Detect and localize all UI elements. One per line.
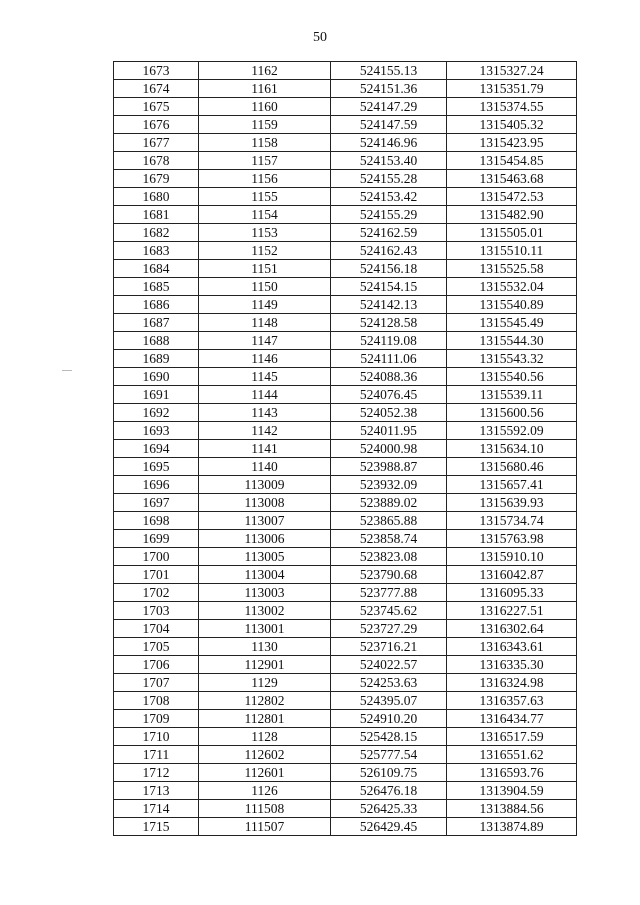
boundary-point-cell: 113007 <box>199 512 331 530</box>
y-coordinate-cell: 1315910.10 <box>447 548 577 566</box>
x-coordinate-cell: 523716.21 <box>331 638 447 656</box>
table-row <box>114 566 577 584</box>
boundary-point-cell: 1142 <box>199 422 331 440</box>
x-coordinate-cell: 524162.43 <box>331 242 447 260</box>
y-coordinate-cell: 1315525.58 <box>447 260 577 278</box>
boundary-point-cell: 112802 <box>199 692 331 710</box>
point-number-cell: 1681 <box>114 206 199 224</box>
table-row <box>114 62 577 80</box>
table-row <box>114 170 577 188</box>
table-row <box>114 728 577 746</box>
table-row <box>114 782 577 800</box>
y-coordinate-cell: 1316551.62 <box>447 746 577 764</box>
x-coordinate-cell: 524153.40 <box>331 152 447 170</box>
point-number-cell: 1702 <box>114 584 199 602</box>
y-coordinate-cell: 1315405.32 <box>447 116 577 134</box>
boundary-point-cell: 1146 <box>199 350 331 368</box>
x-coordinate-cell: 523790.68 <box>331 566 447 584</box>
x-coordinate-cell: 523932.09 <box>331 476 447 494</box>
y-coordinate-cell: 1315657.41 <box>447 476 577 494</box>
table-row <box>114 800 577 818</box>
y-coordinate-cell: 1316095.33 <box>447 584 577 602</box>
point-number-cell: 1679 <box>114 170 199 188</box>
boundary-point-cell: 113006 <box>199 530 331 548</box>
y-coordinate-cell: 1316227.51 <box>447 602 577 620</box>
boundary-point-cell: 112601 <box>199 764 331 782</box>
y-coordinate-cell: 1316324.98 <box>447 674 577 692</box>
table-row <box>114 242 577 260</box>
point-number-cell: 1673 <box>114 62 199 80</box>
boundary-point-cell: 1128 <box>199 728 331 746</box>
boundary-point-cell: 1126 <box>199 782 331 800</box>
y-coordinate-cell: 1315634.10 <box>447 440 577 458</box>
boundary-point-cell: 1161 <box>199 80 331 98</box>
boundary-point-cell: 1145 <box>199 368 331 386</box>
boundary-point-cell: 1143 <box>199 404 331 422</box>
point-number-cell: 1691 <box>114 386 199 404</box>
x-coordinate-cell: 524155.13 <box>331 62 447 80</box>
point-number-cell: 1682 <box>114 224 199 242</box>
y-coordinate-cell: 1316517.59 <box>447 728 577 746</box>
point-number-cell: 1684 <box>114 260 199 278</box>
x-coordinate-cell: 524153.42 <box>331 188 447 206</box>
boundary-point-cell: 1130 <box>199 638 331 656</box>
boundary-point-cell: 113009 <box>199 476 331 494</box>
point-number-cell: 1686 <box>114 296 199 314</box>
point-number-cell: 1693 <box>114 422 199 440</box>
x-coordinate-cell: 524022.57 <box>331 656 447 674</box>
x-coordinate-cell: 523858.74 <box>331 530 447 548</box>
point-number-cell: 1710 <box>114 728 199 746</box>
y-coordinate-cell: 1315539.11 <box>447 386 577 404</box>
point-number-cell: 1675 <box>114 98 199 116</box>
y-coordinate-cell: 1315351.79 <box>447 80 577 98</box>
y-coordinate-cell: 1315545.49 <box>447 314 577 332</box>
boundary-point-cell: 1147 <box>199 332 331 350</box>
x-coordinate-cell: 524253.63 <box>331 674 447 692</box>
point-number-cell: 1709 <box>114 710 199 728</box>
table-row <box>114 548 577 566</box>
point-number-cell: 1711 <box>114 746 199 764</box>
table-row <box>114 710 577 728</box>
point-number-cell: 1713 <box>114 782 199 800</box>
table-row <box>114 314 577 332</box>
boundary-point-cell: 112901 <box>199 656 331 674</box>
y-coordinate-cell: 1316357.63 <box>447 692 577 710</box>
point-number-cell: 1674 <box>114 80 199 98</box>
point-number-cell: 1714 <box>114 800 199 818</box>
y-coordinate-cell: 1315374.55 <box>447 98 577 116</box>
x-coordinate-cell: 524910.20 <box>331 710 447 728</box>
table-row <box>114 692 577 710</box>
x-coordinate-cell: 523727.29 <box>331 620 447 638</box>
table-row <box>114 116 577 134</box>
x-coordinate-cell: 523865.88 <box>331 512 447 530</box>
table-row <box>114 206 577 224</box>
point-number-cell: 1696 <box>114 476 199 494</box>
table-row <box>114 602 577 620</box>
boundary-point-cell: 113002 <box>199 602 331 620</box>
table-row <box>114 332 577 350</box>
x-coordinate-cell: 524146.96 <box>331 134 447 152</box>
point-number-cell: 1700 <box>114 548 199 566</box>
boundary-point-cell: 113005 <box>199 548 331 566</box>
y-coordinate-cell: 1315482.90 <box>447 206 577 224</box>
point-number-cell: 1692 <box>114 404 199 422</box>
y-coordinate-cell: 1315763.98 <box>447 530 577 548</box>
table-row <box>114 440 577 458</box>
table-row <box>114 224 577 242</box>
table-row <box>114 404 577 422</box>
y-coordinate-cell: 1316042.87 <box>447 566 577 584</box>
x-coordinate-cell: 524162.59 <box>331 224 447 242</box>
table-row <box>114 818 577 836</box>
table-row <box>114 260 577 278</box>
point-number-cell: 1712 <box>114 764 199 782</box>
x-coordinate-cell: 524119.08 <box>331 332 447 350</box>
x-coordinate-cell: 524000.98 <box>331 440 447 458</box>
point-number-cell: 1687 <box>114 314 199 332</box>
y-coordinate-cell: 1315540.89 <box>447 296 577 314</box>
boundary-point-cell: 1151 <box>199 260 331 278</box>
point-number-cell: 1695 <box>114 458 199 476</box>
boundary-point-cell: 1150 <box>199 278 331 296</box>
table-row <box>114 476 577 494</box>
point-number-cell: 1676 <box>114 116 199 134</box>
point-number-cell: 1697 <box>114 494 199 512</box>
y-coordinate-cell: 1313874.89 <box>447 818 577 836</box>
y-coordinate-cell: 1315600.56 <box>447 404 577 422</box>
y-coordinate-cell: 1315734.74 <box>447 512 577 530</box>
y-coordinate-cell: 1315454.85 <box>447 152 577 170</box>
x-coordinate-cell: 524154.15 <box>331 278 447 296</box>
point-number-cell: 1703 <box>114 602 199 620</box>
table-row <box>114 368 577 386</box>
x-coordinate-cell: 524076.45 <box>331 386 447 404</box>
boundary-point-cell: 1144 <box>199 386 331 404</box>
y-coordinate-cell: 1316302.64 <box>447 620 577 638</box>
boundary-point-cell: 1148 <box>199 314 331 332</box>
y-coordinate-cell: 1316343.61 <box>447 638 577 656</box>
x-coordinate-cell: 523777.88 <box>331 584 447 602</box>
page-number: 50 <box>313 30 327 45</box>
boundary-point-cell: 1129 <box>199 674 331 692</box>
point-number-cell: 1706 <box>114 656 199 674</box>
y-coordinate-cell: 1315543.32 <box>447 350 577 368</box>
boundary-point-cell: 1157 <box>199 152 331 170</box>
point-number-cell: 1698 <box>114 512 199 530</box>
x-coordinate-cell: 524147.29 <box>331 98 447 116</box>
x-coordinate-cell: 524155.28 <box>331 170 447 188</box>
boundary-point-cell: 1154 <box>199 206 331 224</box>
table-row <box>114 80 577 98</box>
y-coordinate-cell: 1315639.93 <box>447 494 577 512</box>
point-number-cell: 1685 <box>114 278 199 296</box>
point-number-cell: 1707 <box>114 674 199 692</box>
boundary-point-cell: 1152 <box>199 242 331 260</box>
table-row <box>114 674 577 692</box>
x-coordinate-cell: 523889.02 <box>331 494 447 512</box>
table-row <box>114 278 577 296</box>
point-number-cell: 1689 <box>114 350 199 368</box>
table-row <box>114 584 577 602</box>
x-coordinate-cell: 524052.38 <box>331 404 447 422</box>
boundary-point-cell: 1158 <box>199 134 331 152</box>
table-row <box>114 638 577 656</box>
x-coordinate-cell: 524156.18 <box>331 260 447 278</box>
x-coordinate-cell: 526476.18 <box>331 782 447 800</box>
y-coordinate-cell: 1316434.77 <box>447 710 577 728</box>
y-coordinate-cell: 1315510.11 <box>447 242 577 260</box>
table-body <box>114 62 577 836</box>
point-number-cell: 1708 <box>114 692 199 710</box>
y-coordinate-cell: 1316335.30 <box>447 656 577 674</box>
x-coordinate-cell: 523823.08 <box>331 548 447 566</box>
point-number-cell: 1690 <box>114 368 199 386</box>
x-coordinate-cell: 523988.87 <box>331 458 447 476</box>
point-number-cell: 1694 <box>114 440 199 458</box>
y-coordinate-cell: 1315540.56 <box>447 368 577 386</box>
y-coordinate-cell: 1316593.76 <box>447 764 577 782</box>
table-row <box>114 296 577 314</box>
table-row <box>114 458 577 476</box>
boundary-point-cell: 1162 <box>199 62 331 80</box>
x-coordinate-cell: 524147.59 <box>331 116 447 134</box>
x-coordinate-cell: 526109.75 <box>331 764 447 782</box>
boundary-point-cell: 112801 <box>199 710 331 728</box>
y-coordinate-cell: 1313884.56 <box>447 800 577 818</box>
x-coordinate-cell: 524111.06 <box>331 350 447 368</box>
boundary-point-cell: 1156 <box>199 170 331 188</box>
table-row <box>114 422 577 440</box>
y-coordinate-cell: 1315505.01 <box>447 224 577 242</box>
boundary-point-cell: 111507 <box>199 818 331 836</box>
point-number-cell: 1705 <box>114 638 199 656</box>
boundary-point-cell: 113001 <box>199 620 331 638</box>
point-number-cell: 1677 <box>114 134 199 152</box>
point-number-cell: 1701 <box>114 566 199 584</box>
boundary-point-cell: 1149 <box>199 296 331 314</box>
x-coordinate-cell: 525428.15 <box>331 728 447 746</box>
y-coordinate-cell: 1315544.30 <box>447 332 577 350</box>
table-row <box>114 152 577 170</box>
table-row <box>114 620 577 638</box>
x-coordinate-cell: 525777.54 <box>331 746 447 764</box>
x-coordinate-cell: 526429.45 <box>331 818 447 836</box>
x-coordinate-cell: 524142.13 <box>331 296 447 314</box>
y-coordinate-cell: 1313904.59 <box>447 782 577 800</box>
table-row <box>114 656 577 674</box>
boundary-point-cell: 1140 <box>199 458 331 476</box>
coordinates-table-container <box>113 61 576 836</box>
y-coordinate-cell: 1315327.24 <box>447 62 577 80</box>
point-number-cell: 1704 <box>114 620 199 638</box>
table-row <box>114 512 577 530</box>
table-row <box>114 494 577 512</box>
y-coordinate-cell: 1315472.53 <box>447 188 577 206</box>
boundary-point-cell: 113003 <box>199 584 331 602</box>
boundary-point-cell: 1153 <box>199 224 331 242</box>
x-coordinate-cell: 526425.33 <box>331 800 447 818</box>
y-coordinate-cell: 1315592.09 <box>447 422 577 440</box>
boundary-point-cell: 113004 <box>199 566 331 584</box>
y-coordinate-cell: 1315680.46 <box>447 458 577 476</box>
y-coordinate-cell: 1315463.68 <box>447 170 577 188</box>
x-coordinate-cell: 524128.58 <box>331 314 447 332</box>
table-row <box>114 134 577 152</box>
table-row <box>114 188 577 206</box>
point-number-cell: 1680 <box>114 188 199 206</box>
x-coordinate-cell: 523745.62 <box>331 602 447 620</box>
boundary-point-cell: 1155 <box>199 188 331 206</box>
table-row <box>114 746 577 764</box>
boundary-point-cell: 113008 <box>199 494 331 512</box>
table-row <box>114 530 577 548</box>
point-number-cell: 1699 <box>114 530 199 548</box>
boundary-point-cell: 1159 <box>199 116 331 134</box>
point-number-cell: 1715 <box>114 818 199 836</box>
y-coordinate-cell: 1315532.04 <box>447 278 577 296</box>
point-number-cell: 1688 <box>114 332 199 350</box>
margin-mark <box>62 370 72 371</box>
table-row <box>114 764 577 782</box>
coordinates-table <box>113 61 577 836</box>
x-coordinate-cell: 524395.07 <box>331 692 447 710</box>
boundary-point-cell: 1141 <box>199 440 331 458</box>
table-row <box>114 386 577 404</box>
boundary-point-cell: 111508 <box>199 800 331 818</box>
x-coordinate-cell: 524088.36 <box>331 368 447 386</box>
point-number-cell: 1683 <box>114 242 199 260</box>
table-row <box>114 350 577 368</box>
y-coordinate-cell: 1315423.95 <box>447 134 577 152</box>
boundary-point-cell: 1160 <box>199 98 331 116</box>
boundary-point-cell: 112602 <box>199 746 331 764</box>
point-number-cell: 1678 <box>114 152 199 170</box>
x-coordinate-cell: 524011.95 <box>331 422 447 440</box>
x-coordinate-cell: 524155.29 <box>331 206 447 224</box>
table-row <box>114 98 577 116</box>
x-coordinate-cell: 524151.36 <box>331 80 447 98</box>
